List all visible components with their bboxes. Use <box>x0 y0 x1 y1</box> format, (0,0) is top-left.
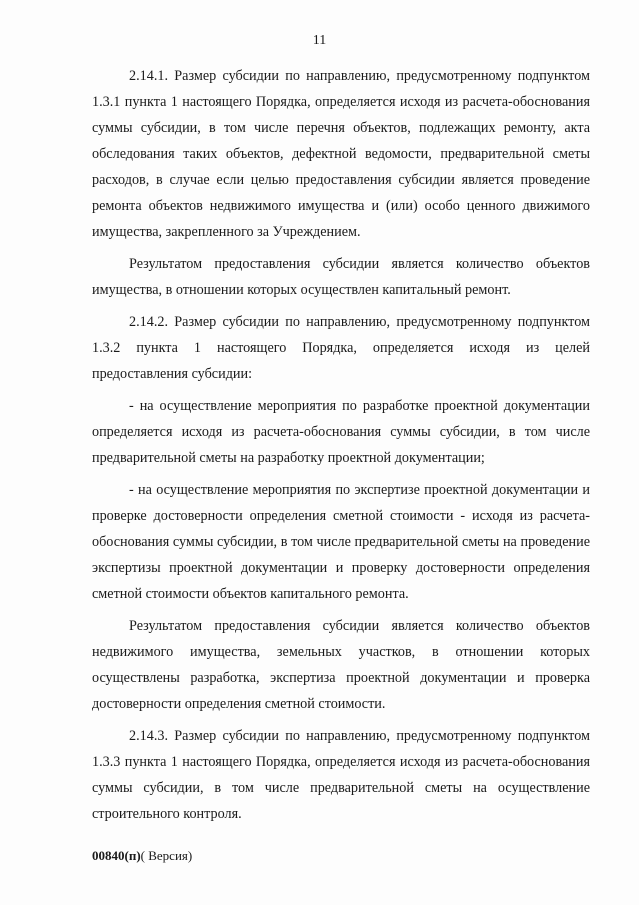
document-body <box>92 63 590 827</box>
paragraph-2-14-3: 2.14.3. Размер субсидии по направлению, предусмотренному подпунктом 1.3.3 пункта 1 настоящего Порядка, определяется исходя из расчета-обоснования суммы субсидии, в том числе предварительной сметы на осуществление строительного контроля. <box>92 728 590 822</box>
version-label: ( Версия) <box>140 848 193 863</box>
paragraph-2-14-1: 2.14.1. Размер субсидии по направлению, предусмотренному подпунктом 1.3.1 пункта 1 настоящего Порядка, определяется исходя из расчета-обоснования суммы субсидии, в том числе перечня объектов, подлежащих ремонту, акта обследования таких объектов, дефектной ведомости, предварительной сметы расходов, в случае если целью предоставления субсидии является проведение ремонта объектов недвижимого имущества и (или) особо ценного движимого имущества, закрепленного за Учреждением. <box>92 68 590 240</box>
paragraph-result-capital-repair: Результатом предоставления субсидии является количество объектов имущества, в отношении которых осуществлен капитальный ремонт. <box>92 256 590 298</box>
paragraph-2-14-2: 2.14.2. Размер субсидии по направлению, предусмотренному подпунктом 1.3.2 пункта 1 настоящего Порядка, определяется исходя из целей предоставления субсидии: <box>92 314 590 382</box>
list-item-project-expertise: - на осуществление мероприятия по экспертизе проектной документации и проверке достоверности определения сметной стоимости - исходя из расчета-обоснования суммы субсидии, в том числе предварительной сметы на проведение экспертизы проектной документации и проверку достоверности определения сметной стоимости объектов капитального ремонта. <box>92 482 590 602</box>
page-number: 11 <box>312 33 327 48</box>
list-item-project-development: - на осуществление мероприятия по разработке проектной документации определяется исходя из расчета-обоснования суммы субсидии, в том числе предварительной сметы на разработку проектной документации; <box>92 398 590 466</box>
paragraph-result-expertise: Результатом предоставления субсидии является количество объектов недвижимого имущества, земельных участков, в отношении которых осуществлены разработка, экспертиза проектной документации и проверка достоверности определения сметной стоимости. <box>92 618 590 712</box>
footer <box>92 848 192 864</box>
document-code: 00840(п) <box>92 848 141 863</box>
